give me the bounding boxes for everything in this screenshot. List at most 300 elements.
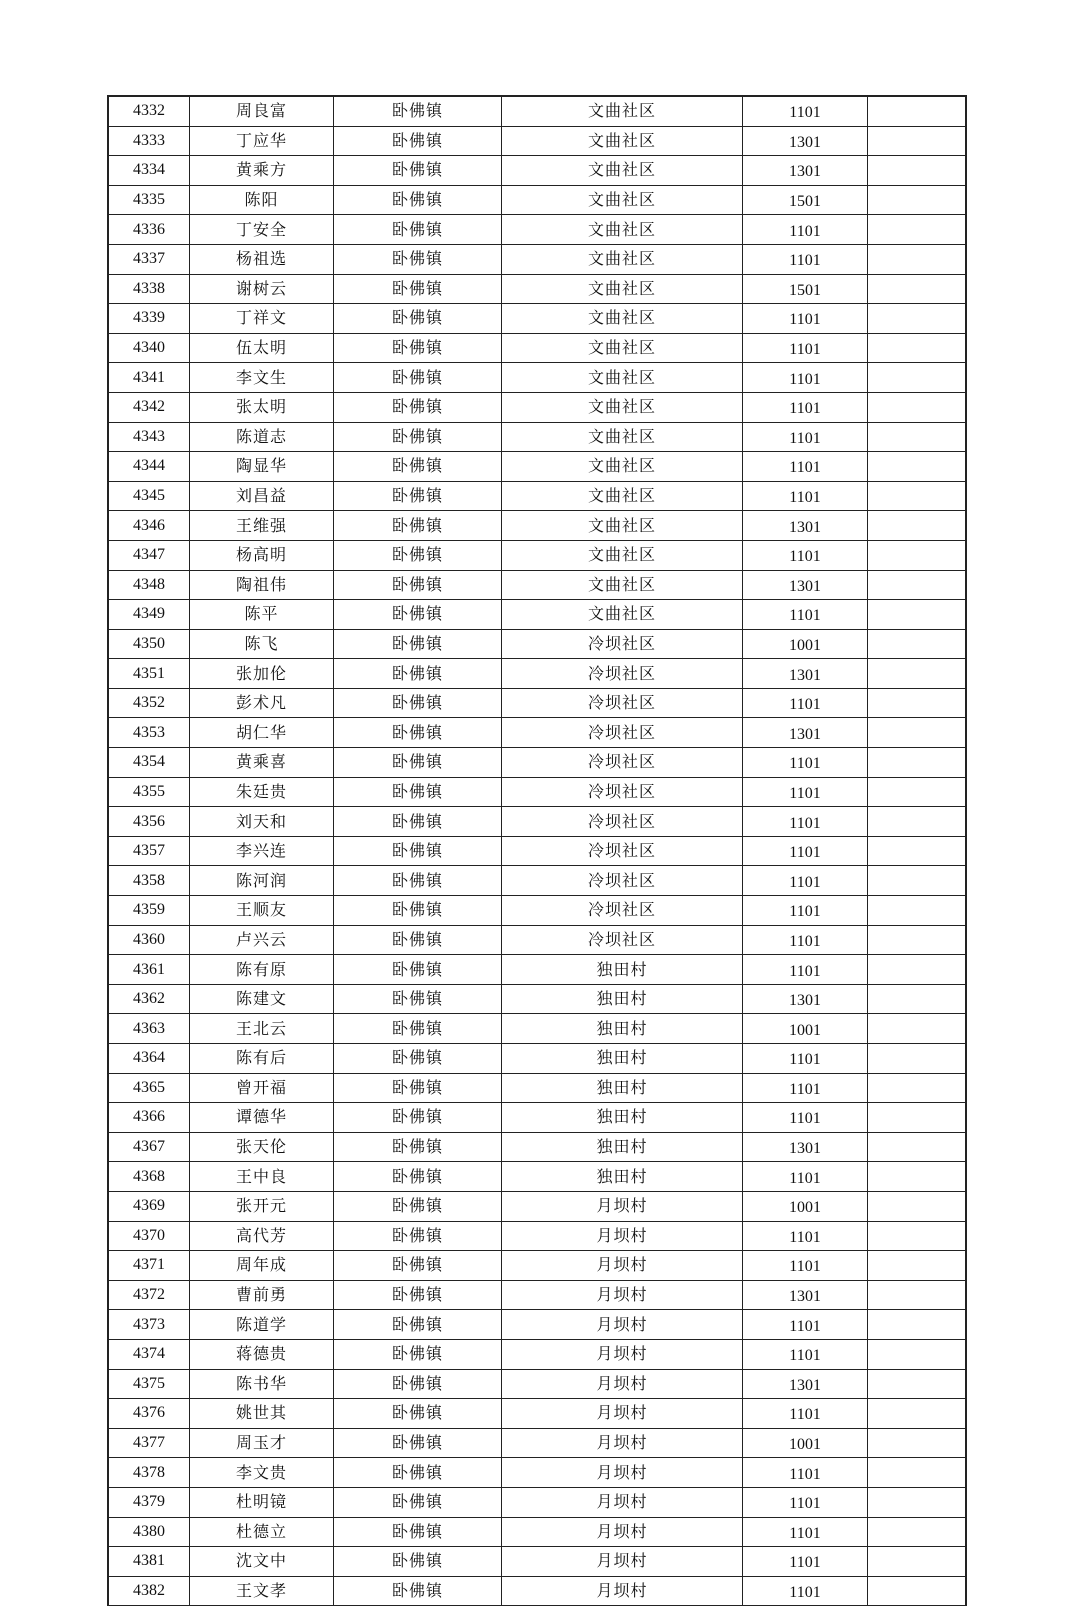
table-row (109, 1103, 966, 1133)
cell-serial-number: 4359 (109, 896, 190, 926)
cell-code: 1101 (743, 955, 868, 985)
cell-person-name: 谢树云 (190, 274, 334, 304)
table-row (109, 126, 966, 156)
cell-town: 卧佛镇 (334, 1369, 502, 1399)
cell-town: 卧佛镇 (334, 1310, 502, 1340)
table-row (109, 97, 966, 127)
cell-person-name: 李兴连 (190, 836, 334, 866)
cell-blank (868, 481, 966, 511)
cell-code: 1101 (743, 1547, 868, 1577)
cell-blank (868, 1044, 966, 1074)
cell-village: 文曲社区 (502, 452, 743, 482)
cell-person-name: 陈阳 (190, 185, 334, 215)
cell-blank (868, 718, 966, 748)
cell-person-name: 李文生 (190, 363, 334, 393)
cell-serial-number: 4342 (109, 392, 190, 422)
cell-serial-number: 4372 (109, 1280, 190, 1310)
cell-village: 独田村 (502, 1132, 743, 1162)
cell-blank (868, 1547, 966, 1577)
table-row (109, 600, 966, 630)
cell-town: 卧佛镇 (334, 363, 502, 393)
cell-code: 1101 (743, 1487, 868, 1517)
cell-serial-number: 4358 (109, 866, 190, 896)
cell-blank (868, 836, 966, 866)
cell-code: 1101 (743, 1576, 868, 1606)
cell-blank (868, 600, 966, 630)
cell-person-name: 陈飞 (190, 629, 334, 659)
cell-village: 文曲社区 (502, 481, 743, 511)
cell-code: 1101 (743, 363, 868, 393)
cell-serial-number: 4348 (109, 570, 190, 600)
roster-table (108, 96, 966, 1606)
cell-code: 1101 (743, 481, 868, 511)
table-row (109, 185, 966, 215)
cell-blank (868, 925, 966, 955)
cell-code: 1301 (743, 570, 868, 600)
cell-serial-number: 4366 (109, 1103, 190, 1133)
cell-town: 卧佛镇 (334, 1428, 502, 1458)
cell-blank (868, 866, 966, 896)
cell-town: 卧佛镇 (334, 1251, 502, 1281)
table-row (109, 1221, 966, 1251)
cell-serial-number: 4350 (109, 629, 190, 659)
cell-village: 冷坝社区 (502, 777, 743, 807)
cell-code: 1001 (743, 1014, 868, 1044)
cell-village: 冷坝社区 (502, 748, 743, 778)
table-row (109, 1073, 966, 1103)
cell-code: 1301 (743, 511, 868, 541)
table-row (109, 1458, 966, 1488)
cell-town: 卧佛镇 (334, 185, 502, 215)
table-row (109, 955, 966, 985)
table-row (109, 570, 966, 600)
cell-person-name: 彭术凡 (190, 688, 334, 718)
cell-code: 1101 (743, 866, 868, 896)
cell-serial-number: 4345 (109, 481, 190, 511)
cell-village: 冷坝社区 (502, 807, 743, 837)
table-row (109, 1576, 966, 1606)
cell-village: 月坝村 (502, 1517, 743, 1547)
cell-town: 卧佛镇 (334, 392, 502, 422)
cell-town: 卧佛镇 (334, 1576, 502, 1606)
table-row (109, 1399, 966, 1429)
cell-blank (868, 185, 966, 215)
cell-blank (868, 1132, 966, 1162)
cell-code: 1301 (743, 1280, 868, 1310)
table-row (109, 984, 966, 1014)
cell-serial-number: 4340 (109, 333, 190, 363)
cell-person-name: 张天伦 (190, 1132, 334, 1162)
cell-town: 卧佛镇 (334, 97, 502, 127)
cell-village: 月坝村 (502, 1369, 743, 1399)
cell-person-name: 杜德立 (190, 1517, 334, 1547)
cell-code: 1101 (743, 540, 868, 570)
cell-code: 1101 (743, 1517, 868, 1547)
cell-town: 卧佛镇 (334, 984, 502, 1014)
cell-blank (868, 984, 966, 1014)
table-row (109, 540, 966, 570)
cell-code: 1101 (743, 215, 868, 245)
cell-town: 卧佛镇 (334, 570, 502, 600)
cell-code: 1101 (743, 1339, 868, 1369)
cell-village: 独田村 (502, 984, 743, 1014)
cell-blank (868, 896, 966, 926)
cell-village: 文曲社区 (502, 511, 743, 541)
table-row (109, 748, 966, 778)
cell-village: 文曲社区 (502, 392, 743, 422)
table-row (109, 688, 966, 718)
cell-village: 文曲社区 (502, 97, 743, 127)
cell-town: 卧佛镇 (334, 540, 502, 570)
cell-town: 卧佛镇 (334, 807, 502, 837)
cell-village: 独田村 (502, 1162, 743, 1192)
cell-blank (868, 1369, 966, 1399)
cell-serial-number: 4361 (109, 955, 190, 985)
cell-town: 卧佛镇 (334, 481, 502, 511)
cell-town: 卧佛镇 (334, 748, 502, 778)
cell-blank (868, 1103, 966, 1133)
cell-person-name: 张加伦 (190, 659, 334, 689)
cell-town: 卧佛镇 (334, 1547, 502, 1577)
cell-person-name: 黄乘喜 (190, 748, 334, 778)
cell-town: 卧佛镇 (334, 1399, 502, 1429)
cell-code: 1101 (743, 896, 868, 926)
cell-person-name: 陈道志 (190, 422, 334, 452)
cell-person-name: 黄乘方 (190, 156, 334, 186)
cell-code: 1101 (743, 392, 868, 422)
table-row (109, 363, 966, 393)
cell-code: 1101 (743, 1103, 868, 1133)
cell-town: 卧佛镇 (334, 333, 502, 363)
cell-code: 1501 (743, 274, 868, 304)
cell-blank (868, 363, 966, 393)
cell-serial-number: 4364 (109, 1044, 190, 1074)
cell-blank (868, 126, 966, 156)
cell-town: 卧佛镇 (334, 1044, 502, 1074)
cell-town: 卧佛镇 (334, 1073, 502, 1103)
cell-village: 文曲社区 (502, 244, 743, 274)
cell-village: 冷坝社区 (502, 836, 743, 866)
cell-blank (868, 570, 966, 600)
cell-town: 卧佛镇 (334, 422, 502, 452)
cell-town: 卧佛镇 (334, 274, 502, 304)
cell-blank (868, 1073, 966, 1103)
cell-serial-number: 4378 (109, 1458, 190, 1488)
roster-table-body (109, 97, 966, 1606)
cell-town: 卧佛镇 (334, 1014, 502, 1044)
cell-code: 1101 (743, 422, 868, 452)
cell-blank (868, 1576, 966, 1606)
table-row (109, 659, 966, 689)
cell-blank (868, 1487, 966, 1517)
table-row (109, 333, 966, 363)
cell-code: 1101 (743, 807, 868, 837)
cell-person-name: 卢兴云 (190, 925, 334, 955)
cell-blank (868, 274, 966, 304)
cell-town: 卧佛镇 (334, 1221, 502, 1251)
cell-village: 文曲社区 (502, 215, 743, 245)
table-row (109, 1547, 966, 1577)
cell-code: 1301 (743, 984, 868, 1014)
cell-code: 1001 (743, 1428, 868, 1458)
cell-person-name: 丁安全 (190, 215, 334, 245)
cell-person-name: 胡仁华 (190, 718, 334, 748)
cell-village: 月坝村 (502, 1191, 743, 1221)
cell-serial-number: 4338 (109, 274, 190, 304)
cell-town: 卧佛镇 (334, 244, 502, 274)
cell-serial-number: 4356 (109, 807, 190, 837)
cell-serial-number: 4343 (109, 422, 190, 452)
cell-town: 卧佛镇 (334, 452, 502, 482)
cell-village: 文曲社区 (502, 363, 743, 393)
cell-blank (868, 452, 966, 482)
cell-code: 1101 (743, 304, 868, 334)
cell-serial-number: 4376 (109, 1399, 190, 1429)
cell-village: 文曲社区 (502, 422, 743, 452)
table-row (109, 1014, 966, 1044)
cell-code: 1101 (743, 777, 868, 807)
cell-blank (868, 540, 966, 570)
cell-code: 1101 (743, 1073, 868, 1103)
cell-village: 文曲社区 (502, 304, 743, 334)
cell-code: 1301 (743, 1132, 868, 1162)
cell-person-name: 丁祥文 (190, 304, 334, 334)
cell-blank (868, 1399, 966, 1429)
cell-blank (868, 1458, 966, 1488)
cell-town: 卧佛镇 (334, 304, 502, 334)
cell-person-name: 张开元 (190, 1191, 334, 1221)
cell-village: 月坝村 (502, 1399, 743, 1429)
cell-town: 卧佛镇 (334, 126, 502, 156)
cell-serial-number: 4354 (109, 748, 190, 778)
cell-serial-number: 4336 (109, 215, 190, 245)
cell-blank (868, 688, 966, 718)
cell-code: 1101 (743, 1251, 868, 1281)
cell-blank (868, 1428, 966, 1458)
cell-serial-number: 4363 (109, 1014, 190, 1044)
cell-person-name: 周玉才 (190, 1428, 334, 1458)
cell-person-name: 陈河润 (190, 866, 334, 896)
cell-village: 月坝村 (502, 1428, 743, 1458)
cell-serial-number: 4332 (109, 97, 190, 127)
cell-village: 冷坝社区 (502, 896, 743, 926)
cell-blank (868, 1517, 966, 1547)
cell-serial-number: 4377 (109, 1428, 190, 1458)
table-row (109, 925, 966, 955)
cell-blank (868, 1251, 966, 1281)
table-row (109, 1487, 966, 1517)
table-row (109, 866, 966, 896)
cell-code: 1101 (743, 688, 868, 718)
cell-village: 冷坝社区 (502, 688, 743, 718)
cell-serial-number: 4380 (109, 1517, 190, 1547)
cell-serial-number: 4382 (109, 1576, 190, 1606)
cell-blank (868, 629, 966, 659)
cell-blank (868, 777, 966, 807)
table-row (109, 304, 966, 334)
cell-village: 文曲社区 (502, 156, 743, 186)
cell-town: 卧佛镇 (334, 215, 502, 245)
table-row (109, 274, 966, 304)
cell-code: 1101 (743, 600, 868, 630)
cell-code: 1101 (743, 1458, 868, 1488)
cell-person-name: 朱廷贵 (190, 777, 334, 807)
cell-person-name: 王文孝 (190, 1576, 334, 1606)
cell-serial-number: 4365 (109, 1073, 190, 1103)
cell-town: 卧佛镇 (334, 866, 502, 896)
cell-person-name: 王中良 (190, 1162, 334, 1192)
cell-serial-number: 4374 (109, 1339, 190, 1369)
table-row (109, 836, 966, 866)
cell-town: 卧佛镇 (334, 688, 502, 718)
cell-serial-number: 4373 (109, 1310, 190, 1340)
cell-village: 文曲社区 (502, 570, 743, 600)
cell-blank (868, 1162, 966, 1192)
cell-person-name: 曹前勇 (190, 1280, 334, 1310)
cell-town: 卧佛镇 (334, 1517, 502, 1547)
cell-serial-number: 4352 (109, 688, 190, 718)
cell-serial-number: 4367 (109, 1132, 190, 1162)
cell-code: 1101 (743, 244, 868, 274)
cell-blank (868, 1310, 966, 1340)
cell-village: 文曲社区 (502, 126, 743, 156)
cell-blank (868, 659, 966, 689)
cell-person-name: 杨祖选 (190, 244, 334, 274)
cell-village: 文曲社区 (502, 540, 743, 570)
cell-serial-number: 4347 (109, 540, 190, 570)
table-row (109, 1044, 966, 1074)
cell-village: 文曲社区 (502, 274, 743, 304)
cell-code: 1001 (743, 1191, 868, 1221)
cell-town: 卧佛镇 (334, 955, 502, 985)
cell-blank (868, 1280, 966, 1310)
cell-code: 1001 (743, 629, 868, 659)
cell-serial-number: 4375 (109, 1369, 190, 1399)
cell-village: 文曲社区 (502, 185, 743, 215)
cell-blank (868, 244, 966, 274)
table-row (109, 215, 966, 245)
cell-code: 1101 (743, 1399, 868, 1429)
cell-person-name: 丁应华 (190, 126, 334, 156)
cell-code: 1101 (743, 333, 868, 363)
cell-serial-number: 4371 (109, 1251, 190, 1281)
table-row (109, 156, 966, 186)
table-row (109, 1132, 966, 1162)
cell-serial-number: 4370 (109, 1221, 190, 1251)
cell-village: 月坝村 (502, 1547, 743, 1577)
cell-person-name: 曾开福 (190, 1073, 334, 1103)
cell-person-name: 张太明 (190, 392, 334, 422)
cell-blank (868, 156, 966, 186)
cell-code: 1501 (743, 185, 868, 215)
cell-blank (868, 955, 966, 985)
cell-serial-number: 4349 (109, 600, 190, 630)
cell-serial-number: 4360 (109, 925, 190, 955)
cell-blank (868, 215, 966, 245)
cell-serial-number: 4337 (109, 244, 190, 274)
table-row (109, 718, 966, 748)
table-row (109, 629, 966, 659)
cell-village: 冷坝社区 (502, 866, 743, 896)
cell-village: 冷坝社区 (502, 718, 743, 748)
cell-village: 文曲社区 (502, 333, 743, 363)
cell-serial-number: 4369 (109, 1191, 190, 1221)
cell-code: 1301 (743, 718, 868, 748)
cell-person-name: 李文贵 (190, 1458, 334, 1488)
cell-village: 月坝村 (502, 1280, 743, 1310)
cell-serial-number: 4379 (109, 1487, 190, 1517)
cell-person-name: 陈有原 (190, 955, 334, 985)
cell-person-name: 陶祖伟 (190, 570, 334, 600)
table-row (109, 244, 966, 274)
cell-code: 1101 (743, 925, 868, 955)
cell-village: 独田村 (502, 1014, 743, 1044)
cell-serial-number: 4333 (109, 126, 190, 156)
cell-village: 月坝村 (502, 1339, 743, 1369)
cell-code: 1301 (743, 659, 868, 689)
cell-town: 卧佛镇 (334, 925, 502, 955)
cell-village: 独田村 (502, 1073, 743, 1103)
cell-blank (868, 97, 966, 127)
cell-serial-number: 4346 (109, 511, 190, 541)
cell-town: 卧佛镇 (334, 1458, 502, 1488)
cell-blank (868, 748, 966, 778)
cell-code: 1301 (743, 126, 868, 156)
table-row (109, 481, 966, 511)
table-row (109, 1251, 966, 1281)
cell-blank (868, 422, 966, 452)
table-row (109, 1369, 966, 1399)
cell-town: 卧佛镇 (334, 511, 502, 541)
cell-person-name: 周年成 (190, 1251, 334, 1281)
cell-code: 1101 (743, 836, 868, 866)
cell-village: 文曲社区 (502, 600, 743, 630)
cell-village: 月坝村 (502, 1310, 743, 1340)
cell-person-name: 杜明镜 (190, 1487, 334, 1517)
cell-person-name: 高代芳 (190, 1221, 334, 1251)
cell-blank (868, 304, 966, 334)
table-row (109, 422, 966, 452)
cell-village: 独田村 (502, 1044, 743, 1074)
cell-town: 卧佛镇 (334, 156, 502, 186)
table-row (109, 1428, 966, 1458)
cell-serial-number: 4368 (109, 1162, 190, 1192)
cell-serial-number: 4334 (109, 156, 190, 186)
cell-code: 1101 (743, 452, 868, 482)
cell-person-name: 沈文中 (190, 1547, 334, 1577)
cell-village: 冷坝社区 (502, 659, 743, 689)
cell-serial-number: 4355 (109, 777, 190, 807)
cell-person-name: 王北云 (190, 1014, 334, 1044)
cell-person-name: 蒋德贵 (190, 1339, 334, 1369)
cell-town: 卧佛镇 (334, 600, 502, 630)
cell-blank (868, 1221, 966, 1251)
cell-blank (868, 392, 966, 422)
cell-town: 卧佛镇 (334, 1132, 502, 1162)
cell-person-name: 王维强 (190, 511, 334, 541)
cell-serial-number: 4362 (109, 984, 190, 1014)
cell-serial-number: 4353 (109, 718, 190, 748)
table-row (109, 392, 966, 422)
cell-village: 独田村 (502, 1103, 743, 1133)
table-row (109, 1310, 966, 1340)
table-row (109, 777, 966, 807)
cell-person-name: 谭德华 (190, 1103, 334, 1133)
cell-code: 1101 (743, 1310, 868, 1340)
cell-village: 月坝村 (502, 1458, 743, 1488)
cell-blank (868, 807, 966, 837)
cell-code: 1301 (743, 156, 868, 186)
